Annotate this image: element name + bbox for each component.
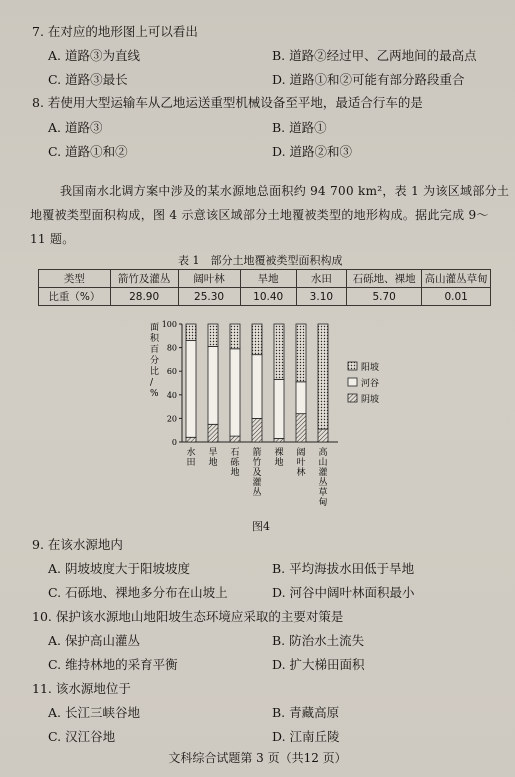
bar-segment-valley <box>230 349 240 436</box>
q7-option-a: A. 道路③为直线 <box>48 48 140 63</box>
legend-swatch <box>348 378 357 386</box>
q7-option-d: D. 道路①和②可能有部分路段重合 <box>272 72 465 87</box>
q11-option-c: C. 汉江谷地 <box>48 729 116 744</box>
page-footer: 文科综合试题第 3 页（共12 页） <box>168 751 347 765</box>
bar-segment-sunny <box>252 324 262 355</box>
q10-option-d: D. 扩大梯田面积 <box>272 657 365 672</box>
table-header-cell: 高山灌丛草甸 <box>422 270 491 288</box>
bar-segment-shady <box>252 418 262 442</box>
legend-label: 阳坡 <box>361 363 380 373</box>
table-cell: 比重（%） <box>39 288 111 306</box>
q8-stem: 8. 若使用大型运输车从乙地运送重型机械设备至平地，最适合行车的是 <box>32 95 423 110</box>
bar-segment-shady <box>274 438 284 442</box>
q7-stem: 7. 在对应的地形图上可以看出 <box>32 24 198 39</box>
q10-option-a: A. 保护高山灌丛 <box>48 633 140 648</box>
table-header-cell: 旱地 <box>240 270 296 288</box>
bar-segment-sunny <box>274 324 284 379</box>
table-cell: 5.70 <box>346 288 421 306</box>
table1-caption: 表 1 部分土地覆被类型面积构成 <box>178 254 343 267</box>
legend-swatch <box>348 394 357 402</box>
bar-segment-sunny <box>318 324 328 429</box>
table-header-cell: 水田 <box>296 270 346 288</box>
q8-option-b: B. 道路① <box>272 120 327 135</box>
bar-segment-sunny <box>208 324 218 346</box>
q8-option-d: D. 道路②和③ <box>272 144 353 159</box>
q9-stem: 9. 在该水源地内 <box>32 537 123 552</box>
x-tick-label: 水田 <box>186 448 196 468</box>
table-cell: 25.30 <box>178 288 240 306</box>
table-header-cell: 石砾地、裸地 <box>346 270 421 288</box>
q8-option-a: A. 道路③ <box>48 120 103 135</box>
bar-segment-valley <box>274 379 284 438</box>
bar-segment-sunny <box>230 324 240 349</box>
figure-4-caption: 图4 <box>252 520 270 533</box>
y-tick-label: 60 <box>166 367 177 377</box>
q9-option-a: A. 阴坡坡度大于阳坡坡度 <box>48 561 190 576</box>
q11-option-b: B. 青藏高原 <box>272 705 340 720</box>
q10-option-c: C. 维持林地的采育平衡 <box>48 657 178 672</box>
table-cell: 28.90 <box>110 288 178 306</box>
bar-segment-sunny <box>186 324 196 341</box>
x-tick-label: 旱地 <box>208 448 218 468</box>
y-tick-label: 0 <box>171 438 177 447</box>
bar-segment-shady <box>230 436 240 442</box>
bar-segment-valley <box>208 346 218 424</box>
table-1 <box>38 269 491 306</box>
x-tick-label: 箭竹及灌丛 <box>252 448 262 498</box>
table-cell: 3.10 <box>296 288 346 306</box>
bar-segment-shady <box>208 424 218 442</box>
q7-option-b: B. 道路②经过甲、乙两地间的最高点 <box>272 48 477 63</box>
table-header-cell: 阔叶林 <box>178 270 240 288</box>
table-header-cell: 类型 <box>39 270 111 288</box>
table-header-cell: 箭竹及灌丛 <box>110 270 178 288</box>
bar-segment-sunny <box>296 324 306 382</box>
x-tick-label: 阔叶林 <box>296 448 306 478</box>
q11-option-a: A. 长江三峡谷地 <box>48 705 140 720</box>
q7-option-c: C. 道路③最长 <box>48 72 128 87</box>
q10-option-b: B. 防治水土流失 <box>272 633 365 648</box>
table1-header-row <box>39 270 491 288</box>
x-tick-label: 裸地 <box>274 448 284 468</box>
q9-option-d: D. 河谷中阔叶林面积最小 <box>272 585 415 600</box>
q11-stem: 11. 该水源地位于 <box>32 681 131 696</box>
bar-segment-shady <box>186 437 196 442</box>
q9-option-c: C. 石砾地、裸地多分布在山坡上 <box>48 585 228 600</box>
legend-label: 阴坡 <box>361 395 380 405</box>
q11-option-d: D. 江南丘陵 <box>272 729 340 744</box>
table-cell: 0.01 <box>422 288 491 306</box>
passage-line-3: 11 题。 <box>30 232 75 246</box>
figure-4-chart <box>140 310 420 515</box>
table-cell: 10.40 <box>240 288 296 306</box>
y-axis-label: 面积百分比/ % <box>150 323 160 399</box>
bar-segment-valley <box>252 355 262 419</box>
bar-segment-valley <box>296 382 306 414</box>
bar-segment-shady <box>296 414 306 442</box>
y-tick-label: 20 <box>166 414 177 424</box>
q10-stem: 10. 保护该水源地山地阳坡生态环境应采取的主要对策是 <box>32 609 344 624</box>
passage-line-2: 地覆被类型面积构成，图 4 示意该区域部分土地覆被类型的地形构成。据此完成 9～ <box>30 208 489 222</box>
y-tick-label: 40 <box>166 390 177 400</box>
x-tick-label: 高山灌丛草甸 <box>318 448 328 508</box>
passage-line-1: 我国南水北调方案中涉及的某水源地总面积约 94 700 km²，表 1 为该区域部分土 <box>60 184 510 198</box>
q8-option-c: C. 道路①和② <box>48 144 128 159</box>
bar-segment-valley <box>186 341 196 438</box>
legend-swatch <box>348 362 357 370</box>
table1-data-row <box>39 288 491 306</box>
q9-option-b: B. 平均海拔水田低于旱地 <box>272 561 415 576</box>
y-tick-label: 100 <box>161 320 177 329</box>
bar-segment-shady <box>318 429 328 442</box>
y-tick-label: 80 <box>166 343 177 353</box>
legend-label: 河谷 <box>361 379 380 389</box>
x-tick-label: 石砾地 <box>230 448 240 478</box>
